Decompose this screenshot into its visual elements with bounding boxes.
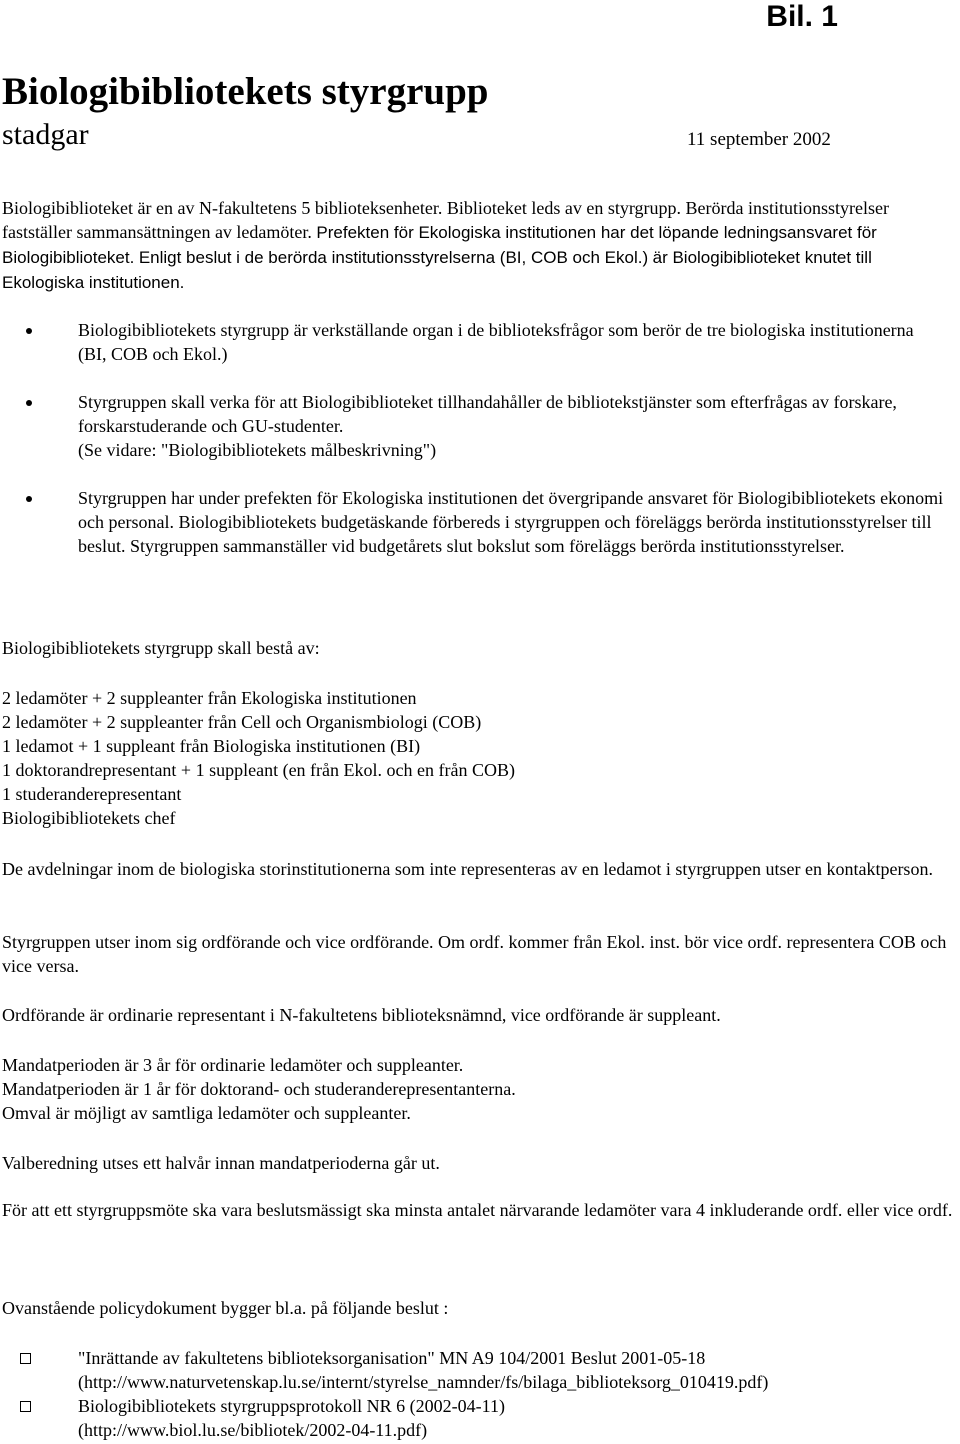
chair-paragraph: Styrgruppen utser inom sig ordförande och vice ordförande. Om ordf. kommer från Ekol. inst. bör vice ordf. representera COB och vice versa.	[2, 932, 947, 976]
reference-title: "Inrättande av fakultetens biblioteksorganisation" MN A9 104/2001 Beslut 2001-05-18	[78, 1348, 706, 1368]
bullet-list	[0, 318, 960, 582]
bullet-text: Styrgruppen skall verka för att Biologibiblioteket tillhandahåller de bibliotekstjänster som efterfrågas av forskare, forskarstuderande och GU-studenter.	[78, 392, 897, 436]
document-title: Biologibibliotekets styrgrupp	[2, 70, 489, 113]
composition-item: 1 ledamot + 1 suppleant från Biologiska institutionen (BI)	[2, 736, 421, 756]
intro-text-1: Biologibiblioteket är en av N-fakultetens 5 biblioteksenheter. Biblioteket leds av en styrgrupp. Berörda institutionsstyrelser fastställer sammansättningen av ledamöter.	[2, 198, 889, 242]
election-paragraph: Valberedning utses ett halvår innan mandatperioderna går ut.	[2, 1153, 440, 1173]
attachment-label: Bil. 1	[766, 0, 838, 33]
term-line: Omval är möjligt av samtliga ledamöter och suppleanter.	[2, 1103, 411, 1123]
composition-item: 2 ledamöter + 2 suppleanter från Cell och Organismbiologi (COB)	[2, 712, 482, 732]
quorum-paragraph: För att ett styrgruppsmöte ska vara beslutsmässigt ska minsta antalet närvarande ledamöter vara 4 inkluderande ordf. eller vice ordf.	[2, 1200, 953, 1220]
bullet-text: Styrgruppen har under prefekten för Ekologiska institutionen det övergripande ansvaret för Biologibibliotekets ekonomi och personal. Biologibibliotekets budgetäskande förbereds i styrgruppen och föreläggs berörda institutionsstyrelser till beslut. Styrgruppen sammanställer vid budgetårets slut bokslut som föreläggs berörda institutionsstyrelser.	[78, 488, 944, 556]
reference-link: (http://www.naturvetenskap.lu.se/internt/styrelse_namnder/fs/bilaga_biblioteksorg_010419.pdf)	[78, 1372, 769, 1392]
reference-link: (http://www.biol.lu.se/bibliotek/2002-04-11.pdf)	[78, 1420, 428, 1440]
composition-heading: Biologibibliotekets styrgrupp skall bestå av:	[2, 638, 320, 658]
reference-item	[0, 1346, 954, 1394]
checkbox-bullet-icon	[20, 1353, 31, 1364]
composition-item: 2 ledamöter + 2 suppleanter från Ekologiska institutionen	[2, 688, 417, 708]
checkbox-bullet-icon	[20, 1401, 31, 1412]
bullet-text: Biologibibliotekets styrgrupp är verkställande organ i de biblioteksfrågor som berör de tre biologiska institutionerna (BI, COB och Ekol.)	[78, 320, 914, 364]
intro-text-4: är Biologibiblioteket knutet till Ekologiska institutionen.	[2, 248, 872, 292]
bullet-text-note: (Se vidare: "Biologibibliotekets målbeskrivning")	[78, 440, 437, 460]
bullet-icon	[26, 328, 32, 334]
bullet-icon	[26, 496, 32, 502]
bullet-item	[0, 390, 960, 462]
term-line: Mandatperioden är 3 år för ordinarie ledamöter och suppleanter.	[2, 1055, 464, 1075]
term-paragraph	[2, 1053, 954, 1125]
reference-title: Biologibibliotekets styrgruppsprotokoll NR 6 (2002-04-11)	[78, 1396, 505, 1416]
ordinary-paragraph: Ordförande är ordinarie representant i N-fakultetens biblioteksnämnd, vice ordförande är suppleant.	[2, 1005, 721, 1025]
term-line: Mandatperioden är 1 år för doktorand- och studeranderepresentanterna.	[2, 1079, 516, 1099]
document-date: 11 september 2002	[687, 129, 831, 150]
bullet-item	[0, 486, 960, 558]
intro-text-2: Prefekten för Ekologiska institutionen har det löpande ledningsansvaret för Biologibiblioteket.	[2, 223, 877, 267]
composition-list	[2, 686, 954, 830]
bullet-item	[0, 318, 960, 366]
contact-paragraph: De avdelningar inom de biologiska storinstitutionerna som inte representeras av en ledamot i styrgruppen utser en kontaktperson.	[2, 859, 933, 879]
document-subtitle: stadgar	[2, 118, 89, 151]
intro-text-3: Enligt beslut i de berörda institutionsstyrelserna (BI, COB och Ekol.)	[138, 248, 649, 267]
composition-item: 1 doktorandrepresentant + 1 suppleant (en från Ekol. och en från COB)	[2, 760, 515, 780]
composition-item: Biologibibliotekets chef	[2, 808, 176, 828]
composition-item: 1 studeranderepresentant	[2, 784, 182, 804]
reference-list	[0, 1346, 954, 1442]
intro-paragraph	[2, 196, 954, 295]
basis-paragraph: Ovanstående policydokument bygger bl.a. på följande beslut :	[2, 1298, 449, 1318]
reference-item	[0, 1394, 954, 1442]
bullet-icon	[26, 400, 32, 406]
